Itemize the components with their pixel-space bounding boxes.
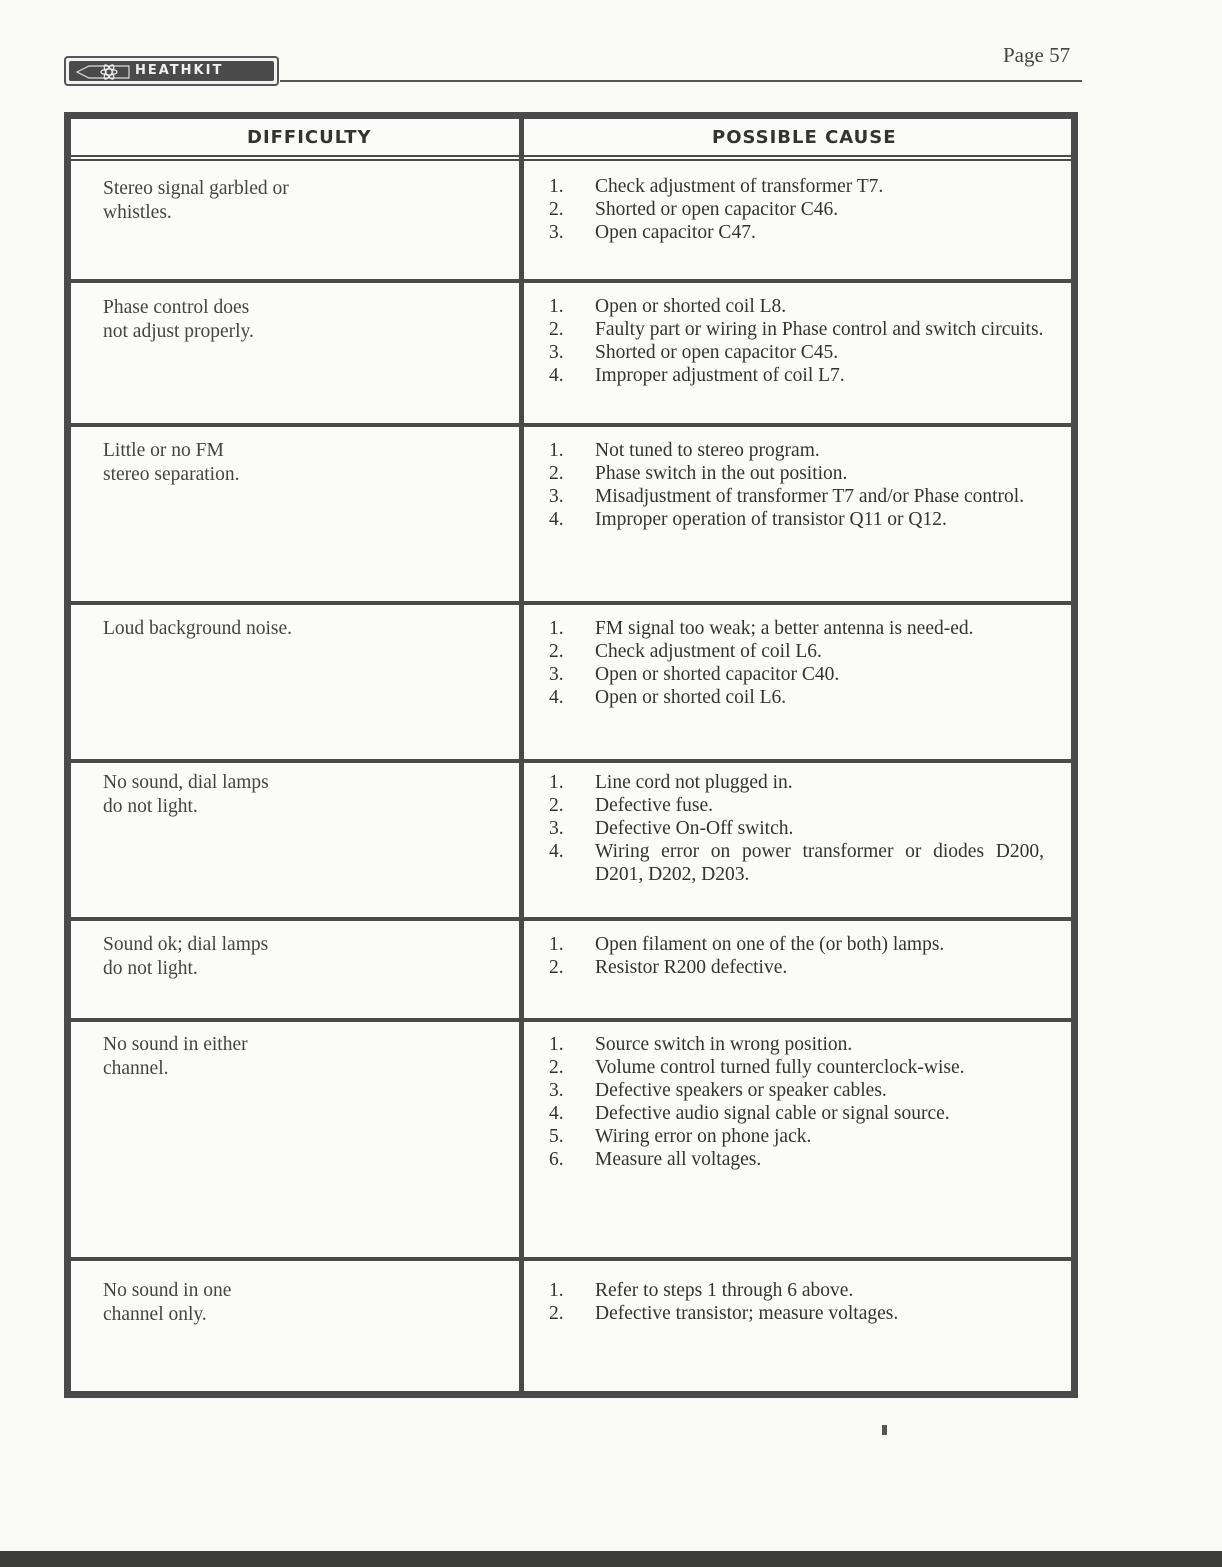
logo-plate	[69, 61, 274, 81]
page-mark	[882, 1425, 887, 1435]
cause-item: 2. Resistor R200 defective.	[549, 957, 788, 978]
cause-item: 1. Not tuned to stereo program.	[549, 440, 820, 461]
cause-list	[549, 933, 1044, 979]
scan-bottom-edge	[0, 1551, 1222, 1567]
page-number: Page 57	[1003, 43, 1071, 67]
cause-item: 1. Check adjustment of transformer T7.	[549, 176, 884, 197]
cause-item: 2. Defective transistor; measure voltages.	[549, 1303, 899, 1324]
cause-item: 4. Defective audio signal cable or signal source.	[549, 1103, 950, 1124]
row-divider	[71, 1257, 1071, 1261]
header-rule-double	[71, 155, 1071, 161]
difficulty-text: Stereo signal garbled or whistles.	[103, 178, 289, 223]
header-rule	[280, 80, 1082, 82]
row-divider	[71, 759, 1071, 763]
cause-item: 4. Wiring error on power transformer or diodes D200, D201, D202, D203.	[549, 841, 1044, 885]
difficulty-text: Loud background noise.	[103, 618, 293, 639]
cause-item: 2. Volume control turned fully counterclock-wise.	[549, 1057, 965, 1078]
difficulty-text: Phase control does not adjust properly.	[103, 297, 254, 342]
row-divider	[71, 423, 1071, 427]
cause-item: 3. Open or shorted capacitor C40.	[549, 664, 840, 685]
cause-item: 1. FM signal too weak; a better antenna is need-ed.	[549, 618, 974, 639]
column-divider	[519, 119, 524, 1391]
cause-item: 1. Source switch in wrong position.	[549, 1034, 853, 1055]
difficulty-text: Sound ok; dial lamps do not light.	[103, 934, 269, 979]
cause-item: 2. Faulty part or wiring in Phase control and switch circuits.	[549, 319, 1044, 340]
cause-item: 2. Defective fuse.	[549, 795, 714, 816]
cause-item: 1. Open filament on one of the (or both) lamps.	[549, 934, 945, 955]
row-divider	[71, 279, 1071, 283]
cause-item: 1. Line cord not plugged in.	[549, 772, 793, 793]
cause-item: 4. Improper operation of transistor Q11 or Q12.	[549, 509, 947, 530]
cause-item: 5. Wiring error on phone jack.	[549, 1126, 812, 1147]
cause-list	[549, 1033, 1044, 1171]
row-divider	[71, 601, 1071, 605]
row-divider	[71, 917, 1071, 921]
heathkit-emblem-icon	[75, 63, 131, 81]
cause-item: 4. Improper adjustment of coil L7.	[549, 365, 845, 386]
difficulty-text: No sound in one channel only.	[103, 1280, 232, 1325]
cause-item: 3. Misadjustment of transformer T7 and/or Phase control.	[549, 486, 1025, 507]
troubleshooting-table	[64, 112, 1078, 1398]
cause-item: 1. Open or shorted coil L8.	[549, 296, 787, 317]
cause-list	[549, 771, 1044, 886]
cause-item: 3. Defective speakers or speaker cables.	[549, 1080, 887, 1101]
header-possible-cause: POSSIBLE CAUSE	[712, 127, 897, 148]
cause-list	[549, 439, 1044, 531]
header-difficulty: DIFFICULTY	[247, 127, 372, 148]
difficulty-text: No sound in either channel.	[103, 1034, 248, 1079]
difficulty-text: Little or no FM stereo separation.	[103, 440, 240, 485]
cause-list	[549, 175, 1044, 244]
cause-list	[549, 295, 1044, 387]
cause-item: 6. Measure all voltages.	[549, 1149, 762, 1170]
cause-item: 3. Defective On-Off switch.	[549, 818, 794, 839]
cause-list	[549, 617, 1044, 709]
cause-item: 2. Shorted or open capacitor C46.	[549, 199, 839, 220]
cause-item: 4. Open or shorted coil L6.	[549, 687, 787, 708]
cause-item: 2. Check adjustment of coil L6.	[549, 641, 822, 662]
cause-item: 3. Shorted or open capacitor C45.	[549, 342, 839, 363]
row-divider	[71, 1018, 1071, 1022]
cause-item: 1. Refer to steps 1 through 6 above.	[549, 1280, 854, 1301]
difficulty-text: No sound, dial lamps do not light.	[103, 772, 269, 817]
cause-item: 3. Open capacitor C47.	[549, 222, 756, 243]
cause-item: 2. Phase switch in the out position.	[549, 463, 848, 484]
cause-list	[549, 1279, 1044, 1325]
brand-name: HEATHKIT	[135, 63, 224, 78]
heathkit-logo	[64, 56, 279, 86]
